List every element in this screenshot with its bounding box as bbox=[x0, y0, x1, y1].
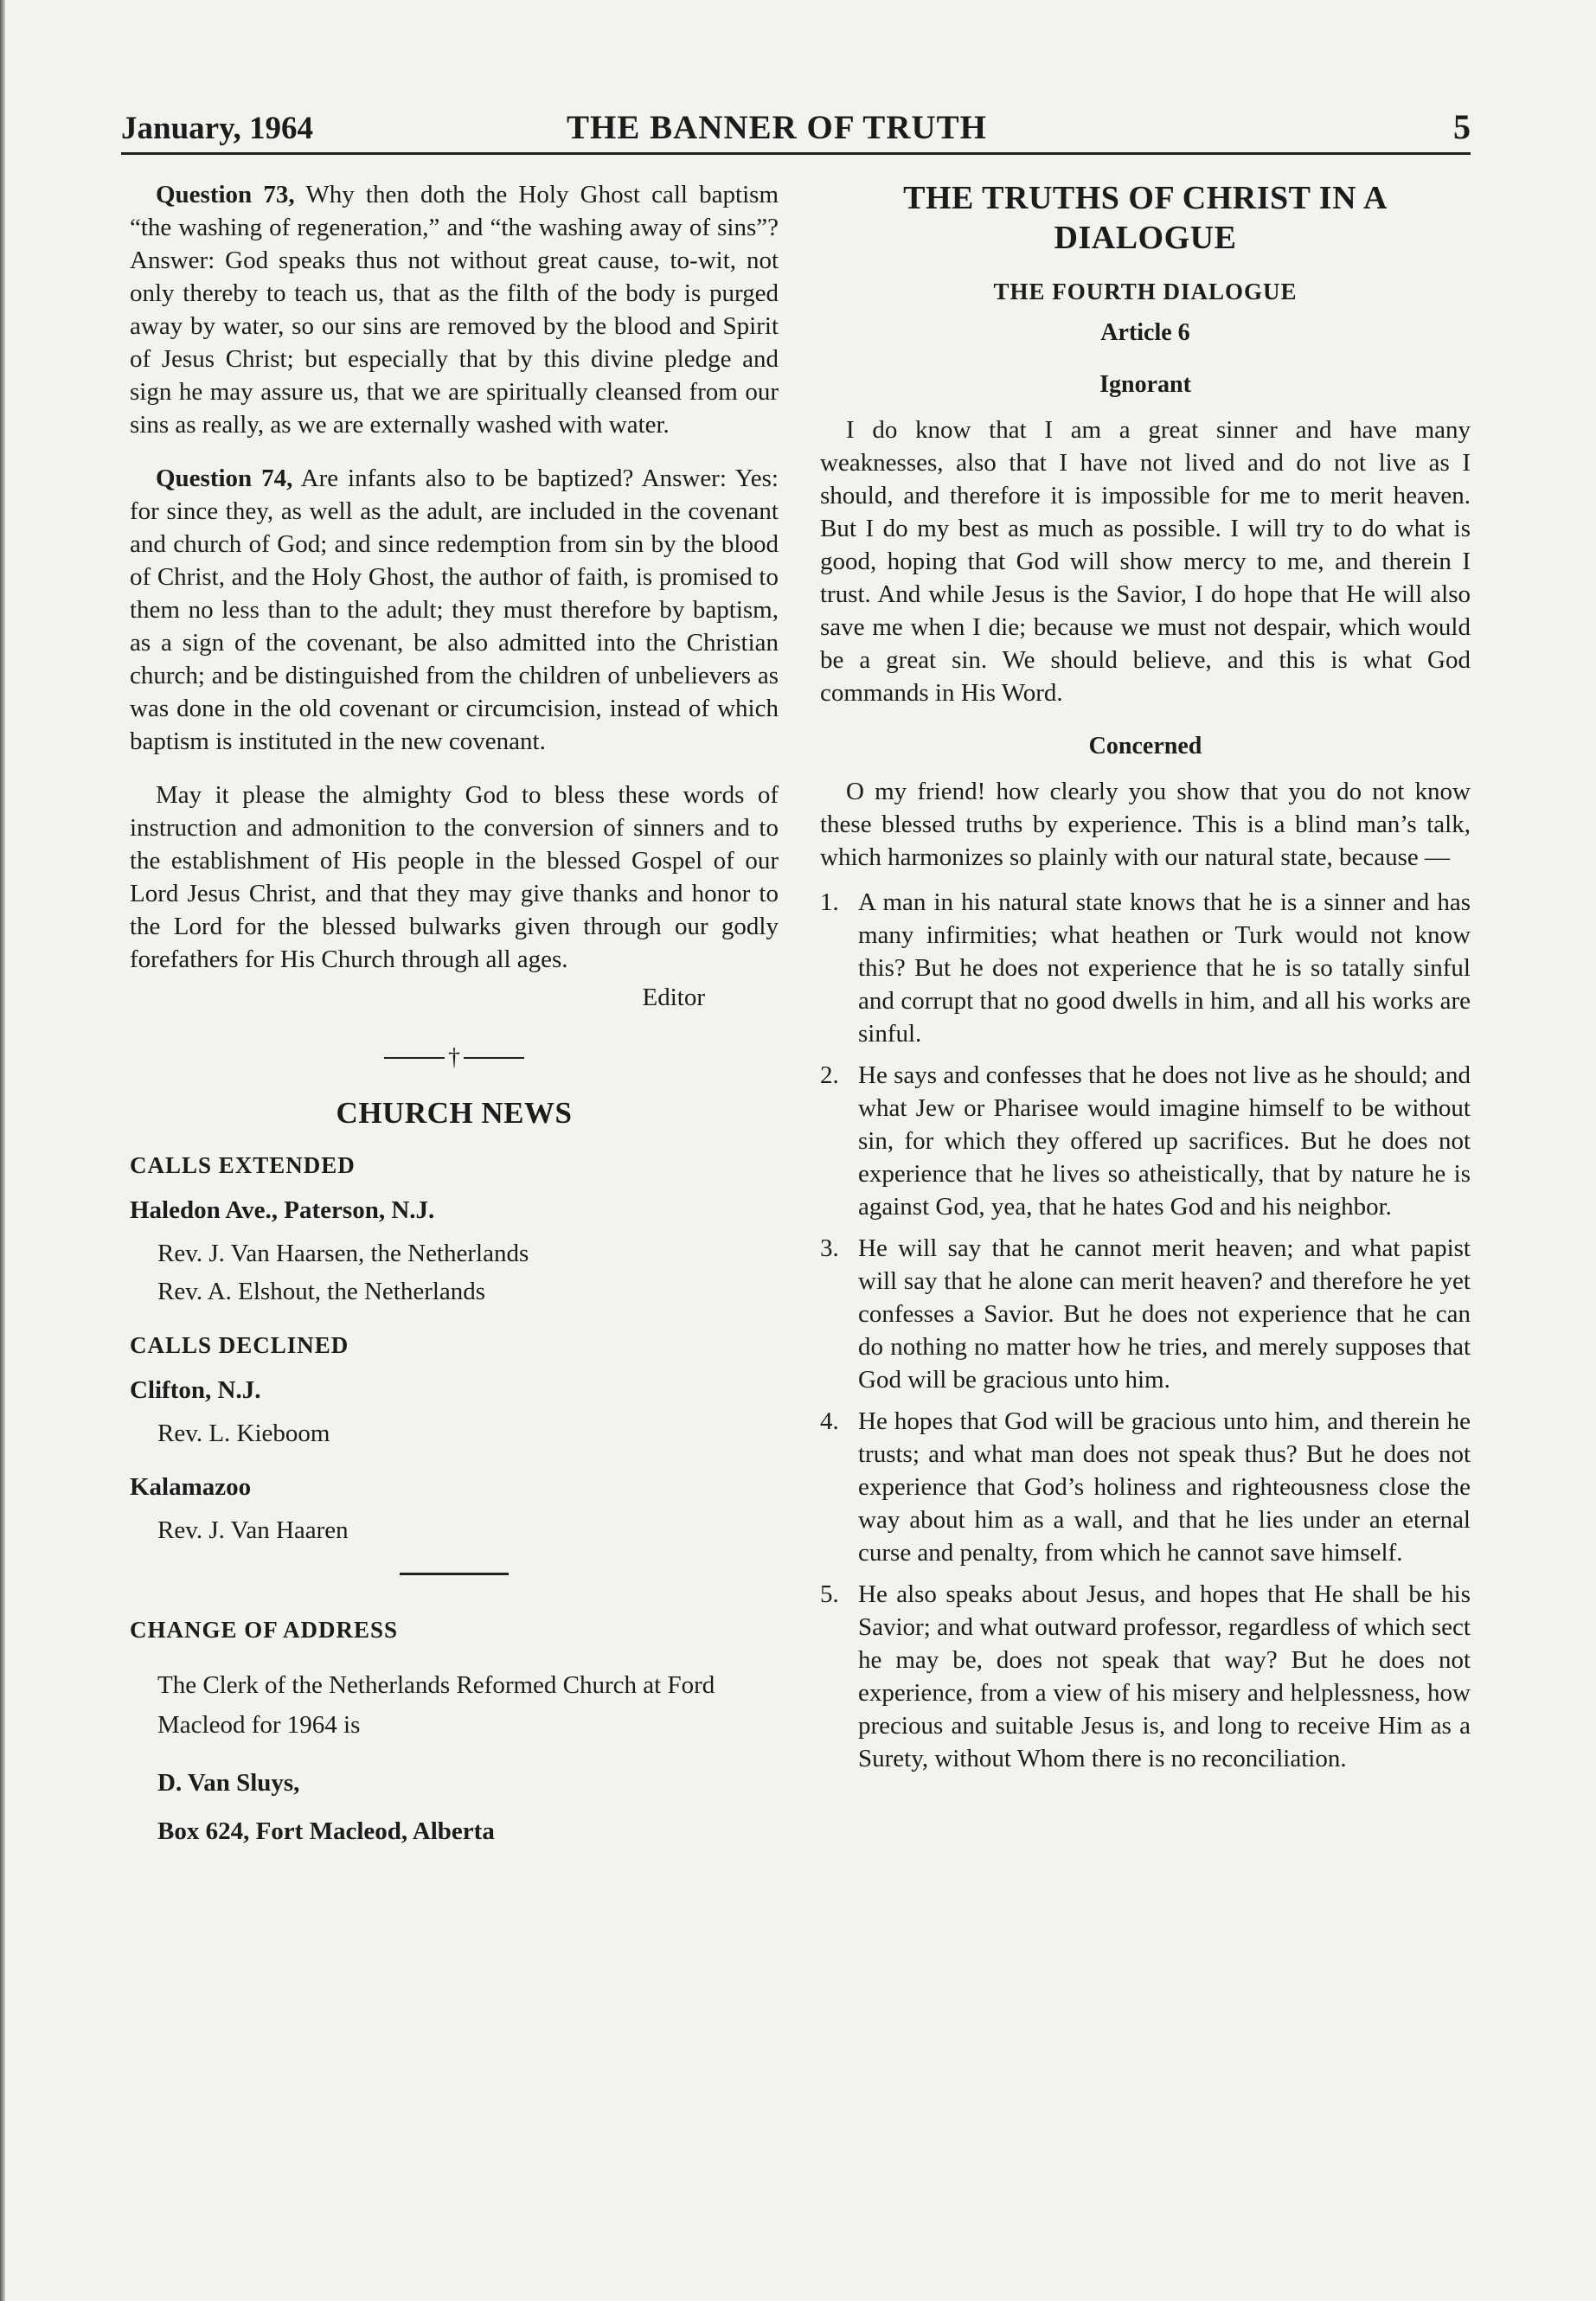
page-number: 5 bbox=[1453, 107, 1471, 146]
page-edge bbox=[0, 0, 5, 2301]
ignorant-paragraph: I do know that I am a great sinner and have many weaknesses, also that I have not lived and do not live as I should, and therefore it is impossible for me to merit heaven. But I do my best as much as possible. I will try to do what is good, hoping that God will show mercy to me, and therein I trust. And while Jesus is the Savior, I do hope that He will also save me when I die; because we must not despair, which would be a great sin. We should believe, and this is what God commands in His Word. bbox=[820, 416, 1471, 707]
list-text: He also speaks about Jesus, and hopes that He shall be his Savior; and what outward professor, regardless of which sect he may be, does not speak that way? But he does not experience, from a view of his misery and helplessness, how precious and suitable Jesus is, and long to receive Him as a Surety, without Whom there is no reconciliation. bbox=[858, 1580, 1471, 1772]
left-column bbox=[130, 178, 779, 1859]
list-item bbox=[820, 1059, 1471, 1223]
closing-paragraph: May it please the almighty God to bless these words of instruction and admonition to the conversion of sinners and to the establishment of His people in the blessed Gospel of our Lord Jesus Christ, and that they may give thanks and honor to the Lord for the blessed bulwarks given through our godly forefathers for His Church through all ages. bbox=[130, 781, 779, 973]
church-haledon: Haledon Ave., Paterson, N.J. bbox=[130, 1195, 435, 1224]
calls-extended-heading: CALLS EXTENDED bbox=[130, 1151, 356, 1178]
rev-entry: Rev. J. Van Haarsen, the Netherlands bbox=[157, 1239, 529, 1267]
list-text: He will say that he cannot merit heaven; and what papist will say that he alone can merit heaven? and therefore he yet confesses a Savior. But he does not experience that he can do nothing no matter how he tries, and merely supposes that God will be gracious unto him. bbox=[858, 1234, 1471, 1394]
article-title: THE TRUTHS OF CHRIST IN A DIALOGUE bbox=[903, 180, 1388, 256]
calls-declined-heading: CALLS DECLINED bbox=[130, 1331, 349, 1358]
list-text: A man in his natural state knows that he is a sinner and has many infirmities; what heathen or Turk would not know this? But he does not experience that he is so tatally sinful and corrupt that no good dwells in him, and all his works are sinful. bbox=[858, 888, 1471, 1048]
question-73-lead: Question 73, bbox=[156, 181, 295, 208]
list-number: 2. bbox=[820, 1061, 839, 1089]
list-item bbox=[820, 1232, 1471, 1396]
church-kalamazoo: Kalamazoo bbox=[130, 1472, 252, 1501]
dialogue-subtitle: THE FOURTH DIALOGUE bbox=[993, 279, 1298, 304]
list-item bbox=[820, 1578, 1471, 1775]
editor-signature: Editor bbox=[642, 984, 705, 1011]
question-74-lead: Question 74, bbox=[156, 465, 293, 492]
concerned-paragraph: O my friend! how clearly you show that you do not know these blessed truths by experience. This is a blind man’s talk, which harmonizes so plainly with our natural state, because — bbox=[820, 778, 1471, 871]
dagger-divider bbox=[130, 1040, 779, 1074]
question-74-text: Are infants also to be baptized? Answer: Yes: for since they, as well as the adult, are included in the covenant and church of God; and since redemption from sin by the blood of Christ, and the Holy Ghost, the author of faith, is promised to them no less than to the adult; they must therefore by baptism, as a sign of the covenant, be also admitted into the Christian church; and be distinguished from the children of unbelievers as was done in the old covenant or circumcision, instead of which baptism is instituted in the new covenant. bbox=[130, 465, 779, 755]
list-item bbox=[820, 886, 1471, 1050]
question-73 bbox=[130, 178, 779, 441]
header-date: January, 1964 bbox=[121, 111, 314, 146]
address-line: Box 624, Fort Macleod, Alberta bbox=[157, 1817, 495, 1845]
section-divider bbox=[400, 1573, 509, 1575]
speaker-ignorant: Ignorant bbox=[1099, 371, 1191, 398]
list-text: He says and confesses that he does not live as he should; and what Jew or Pharisee would imagine himself to be without sin, for which they offered up sacrifices. But he does not experience that he lives so atheistically, that by nature he is against God, yea, that he hates God and his neighbor. bbox=[858, 1061, 1471, 1221]
list-text: He hopes that God will be gracious unto him, and therein he trusts; and what man does not speak thus? But he does not experience that God’s holiness and righteousness close the way about him as a wall, and that he lies under an eternal curse and penalty, from which he cannot save himself. bbox=[858, 1407, 1471, 1567]
divider-line-left bbox=[384, 1057, 445, 1059]
running-header bbox=[121, 104, 1471, 155]
address-name: D. Van Sluys, bbox=[157, 1768, 300, 1797]
right-column bbox=[820, 178, 1471, 1784]
list-number: 1. bbox=[820, 888, 839, 916]
header-title: THE BANNER OF TRUTH bbox=[567, 109, 987, 146]
list-number: 5. bbox=[820, 1580, 839, 1608]
speaker-concerned: Concerned bbox=[1088, 733, 1202, 760]
article-number: Article 6 bbox=[1100, 319, 1190, 346]
list-number: 3. bbox=[820, 1234, 839, 1262]
church-clifton: Clifton, N.J. bbox=[130, 1375, 261, 1404]
list-number: 4. bbox=[820, 1407, 839, 1435]
list-item bbox=[820, 1405, 1471, 1569]
numbered-list bbox=[820, 886, 1471, 1775]
divider-line-right bbox=[464, 1057, 524, 1059]
church-news-title: CHURCH NEWS bbox=[336, 1095, 573, 1130]
rev-entry: Rev. L. Kieboom bbox=[157, 1419, 330, 1447]
change-of-address-text: The Clerk of the Netherlands Reformed Church at Ford Macleod for 1964 is bbox=[157, 1670, 715, 1739]
rev-entry: Rev. J. Van Haaren bbox=[157, 1516, 349, 1544]
dagger-icon: † bbox=[448, 1043, 460, 1071]
question-74 bbox=[130, 462, 779, 758]
rev-entry: Rev. A. Elshout, the Netherlands bbox=[157, 1277, 486, 1305]
change-of-address-heading: CHANGE OF ADDRESS bbox=[130, 1616, 399, 1643]
question-73-text: Why then doth the Holy Ghost call baptism “the washing of regeneration,” and “the washing away of sins”? Answer: God speaks thus not without great cause, to-wit, not only thereby to teach us, that as the filth of the body is purged away by water, so our sins are removed by the blood and Spirit of Jesus Christ; but especially that by this divine pledge and sign he may assure us, that we are spiritually cleansed from our sins as really, as we are externally washed with water. bbox=[130, 181, 779, 439]
